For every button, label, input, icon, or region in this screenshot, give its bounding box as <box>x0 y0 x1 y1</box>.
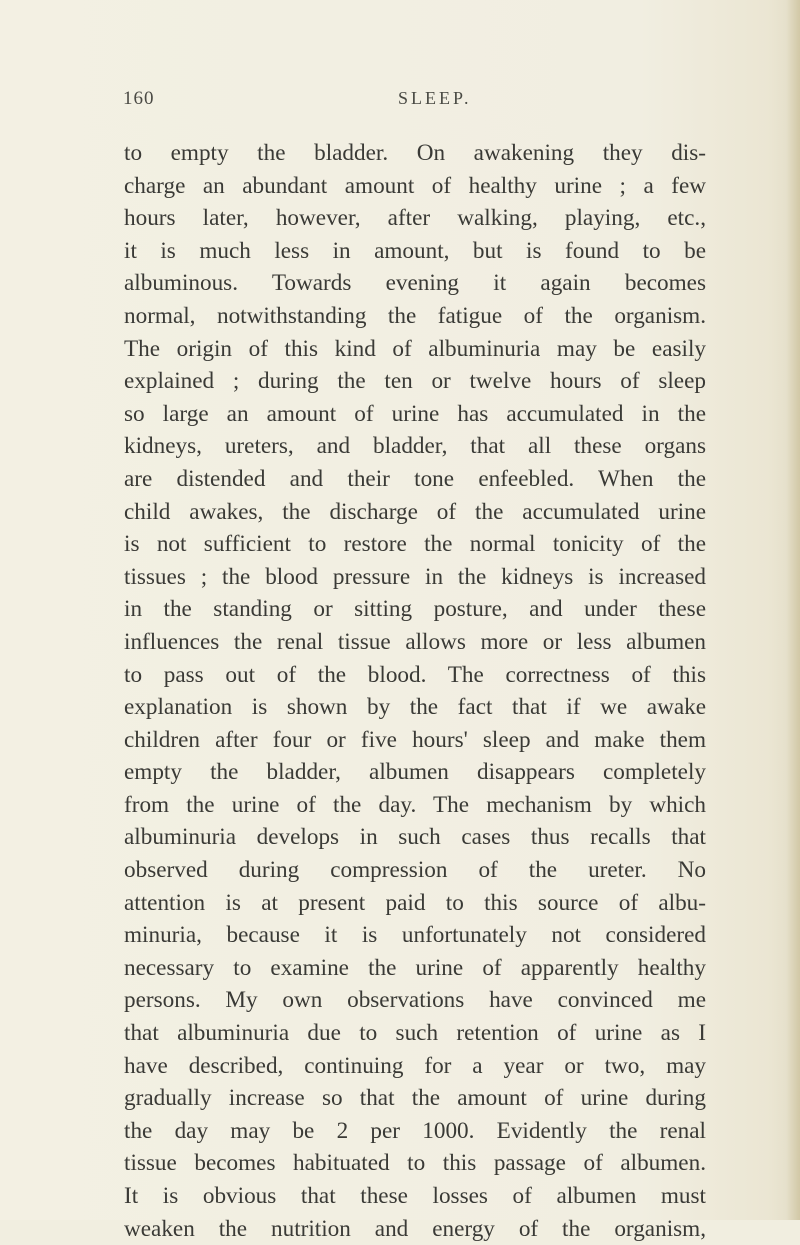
text-line: the day may be 2 per 1000. Evidently the renal <box>124 1117 706 1144</box>
text-line: is not sufficient to restore the normal tonicity of the <box>124 531 706 558</box>
text-line: so large an amount of urine has accumulated in the <box>124 400 706 427</box>
text-line: to empty the bladder. On awakening they dis- <box>124 140 706 166</box>
text-line: kidneys, ureters, and bladder, that all these organs <box>124 433 706 460</box>
text-line: hours later, however, after walking, playing, etc., <box>124 205 706 232</box>
text-line: from the urine of the day. The mechanism by which <box>124 791 706 818</box>
text-line: influences the renal tissue allows more or less albumen <box>124 628 706 655</box>
text-line: albuminuria develops in such cases thus recalls that <box>124 824 706 851</box>
text-line: It is obvious that these losses of albumen must <box>124 1183 706 1209</box>
text-line: charge an abundant amount of healthy urine ; a few <box>124 172 706 199</box>
text-line: minuria, because it is unfortunately not considered <box>124 922 706 949</box>
body-text <box>124 137 706 1245</box>
text-line: that albuminuria due to such retention of urine as I <box>124 1020 706 1047</box>
text-line: it is much less in amount, but is found to be <box>124 237 706 264</box>
text-line: are distended and their tone enfeebled. When the <box>124 465 706 492</box>
text-line: in the standing or sitting posture, and under these <box>124 596 706 623</box>
running-header <box>123 88 703 112</box>
running-title: SLEEP. <box>398 88 472 108</box>
text-line: tissues ; the blood pressure in the kidneys is increased <box>124 563 706 590</box>
text-line: weaken the nutrition and energy of the organism, <box>124 1215 706 1242</box>
text-line: explained ; during the ten or twelve hours of sleep <box>124 368 706 395</box>
text-line: attention is at present paid to this source of albu- <box>124 889 706 916</box>
text-line: children after four or five hours' sleep and make them <box>124 726 706 753</box>
text-line: explanation is shown by the fact that if we awake <box>124 694 706 721</box>
text-line: to pass out of the blood. The correctness of this <box>124 661 706 688</box>
text-line: observed during compression of the ureter. No <box>124 857 706 884</box>
text-line: persons. My own observations have convinced me <box>124 987 706 1014</box>
text-line: have described, continuing for a year or two, may <box>124 1052 706 1079</box>
text-line: tissue becomes habituated to this passage of albumen. <box>124 1150 706 1177</box>
text-line: The origin of this kind of albuminuria may be easily <box>124 335 706 362</box>
text-line: normal, notwithstanding the fatigue of the organism. <box>124 302 706 329</box>
text-line: albuminous. Towards evening it again becomes <box>124 270 706 297</box>
text-line: empty the bladder, albumen disappears completely <box>124 759 706 786</box>
text-line: gradually increase so that the amount of urine during <box>124 1085 706 1112</box>
text-line: necessary to examine the urine of apparently healthy <box>124 954 706 981</box>
page-number: 160 <box>123 88 155 109</box>
page-edge-shadow <box>786 0 800 1220</box>
text-line: child awakes, the discharge of the accumulated urine <box>124 498 706 525</box>
